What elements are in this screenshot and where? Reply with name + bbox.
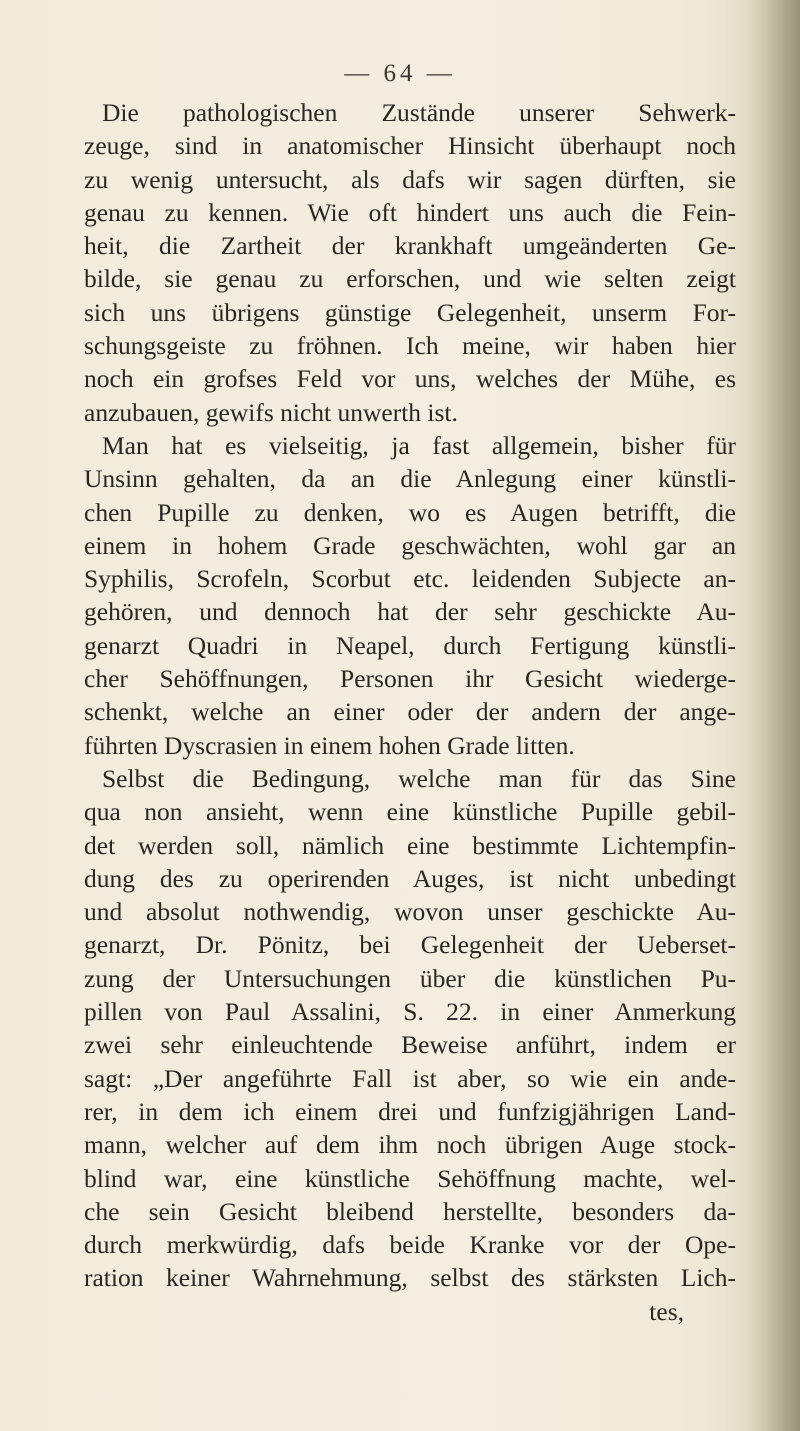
text-line-continuation: tes, [649,1296,684,1326]
text-line: ration keiner Wahrnehmung, selbst des stärksten Lich- [84,1263,736,1293]
text-line: anzubauen, gewifs nicht unwerth ist. [84,397,458,427]
text-line-italic: Syphilis, Scrofeln, Scorbut etc. leidenden Subjecte an- [84,564,736,594]
text-line: che sein Gesicht bleibend herstellte, besonders da- [84,1196,736,1226]
text-line: schungsgeiste zu fröhnen. Ich meine, wir haben hier [84,331,736,361]
text-line: Die pathologischen Zustände unserer Sehwerk- [102,98,736,127]
text-line: heit, die Zartheit der krankhaft umgeänderten Ge- [84,231,736,261]
text-line: zeuge, sind in anatomischer Hinsicht überhaupt noch [84,131,736,161]
text-line: Man hat es vielseitig, ja fast allgemein, bisher für [102,430,736,460]
text-line: genarzt Quadri in Neapel, durch Fertigung künstli- [84,630,736,660]
text-line: bilde, sie genau zu erforschen, und wie selten zeigt [84,264,736,294]
text-line: cher Sehöffnungen, Personen ihr Gesicht wiederge- [84,664,736,694]
text-line: dung des zu operirenden Auges, ist nicht unbedingt [84,863,736,893]
text-line: noch ein grofses Feld vor uns, welches der Mühe, es [84,364,736,394]
text-line: schenkt, welche an einer oder der andern der ange- [84,697,736,727]
text-line: det werden soll, nämlich eine bestimmte Lichtempfin- [84,830,736,860]
text-line: Unsinn gehalten, da an die Anlegung einer künstli- [84,464,736,494]
text-line: einem in hohem Grade geschwächten, wohl gar an [84,530,736,560]
text-line: genau zu kennen. Wie oft hindert uns auch die Fein- [84,197,736,227]
page-edge-shadow [744,0,800,1431]
text-line: führten Dyscrasien in einem hohen Grade litten. [84,730,575,760]
text-line: sich uns übrigens günstige Gelegenheit, unserm For- [84,297,736,327]
text-line: durch merkwürdig, dafs beide Kranke vor der Ope- [84,1230,736,1260]
text-line: zung der Untersuchungen über die künstlichen Pu- [84,963,736,993]
text-line: blind war, eine künstliche Sehöffnung machte, wel- [84,1163,736,1193]
text-line: zwei sehr einleuchtende Beweise anführt, indem er [84,1030,736,1060]
text-line: Selbst die Bedingung, welche man für das Sine [102,763,736,793]
text-line: pillen von Paul Assalini, S. 22. in einer Anmerkung [84,997,736,1027]
body-text [84,96,736,1328]
text-line: chen Pupille zu denken, wo es Augen betrifft, die [84,497,736,527]
text-line: und absolut nothwendig, wovon unser geschickte Au- [84,897,736,927]
text-line: zu wenig untersucht, als dafs wir sagen dürften, sie [84,164,736,194]
text-line: genarzt, Dr. Pönitz, bei Gelegenheit der Ueberset- [84,930,736,960]
page-number: — 64 — [344,60,456,87]
text-line: rer, in dem ich einem drei und funfzigjährigen Land- [84,1096,736,1126]
text-line: qua non ansieht, wenn eine künstliche Pupille gebil- [84,797,736,827]
text-line: mann, welcher auf dem ihm noch übrigen Auge stock- [84,1130,736,1160]
text-line: gehören, und dennoch hat der sehr geschickte Au- [84,597,736,627]
text-line: sagt: „Der angeführte Fall ist aber, so wie ein ande- [84,1063,736,1093]
